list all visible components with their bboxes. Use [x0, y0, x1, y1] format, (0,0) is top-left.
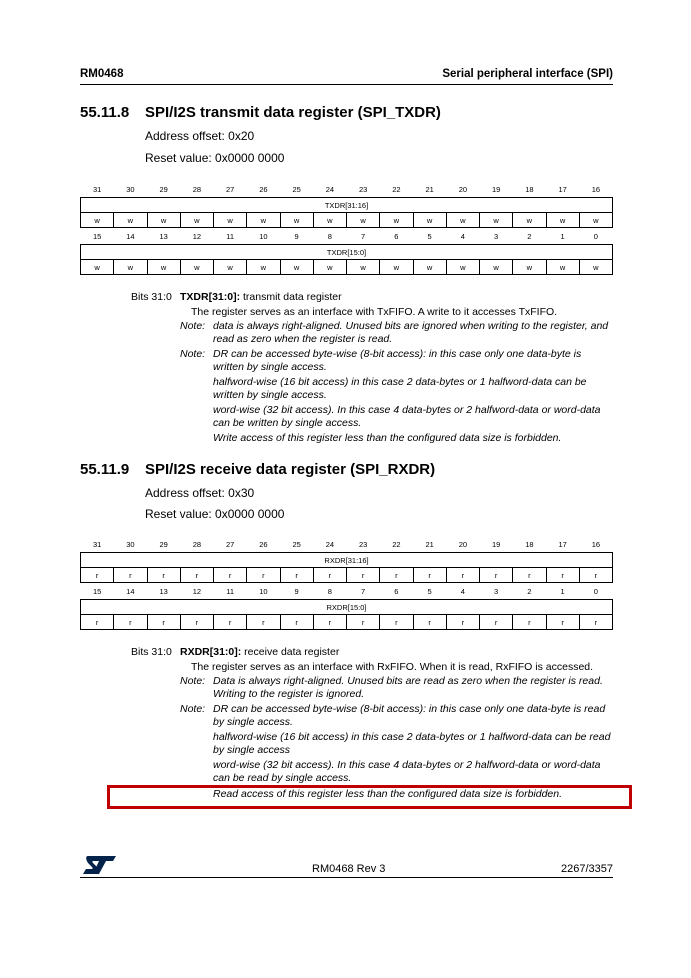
bit-number: 18 [525, 539, 534, 549]
txdr-note2-word: word-wise (32 bit access). In this case 4 data-bytes or 2 halfword-data or word-data can be written by single access. [213, 404, 601, 429]
bit-access: r [546, 615, 579, 630]
bit-number: 20 [458, 184, 468, 194]
txdr-note1-label: Note: [180, 320, 206, 332]
bit-access: r [214, 568, 247, 583]
bit-number: 14 [126, 231, 135, 241]
bit-access: w [180, 260, 213, 275]
bit-number: 19 [491, 184, 501, 194]
highlight-box [107, 785, 632, 809]
txdr-field-desc: transmit data register [240, 291, 342, 303]
bit-access: w [380, 213, 413, 228]
txdr-field-name: TXDR[31:0]: [180, 291, 241, 303]
bit-access: w [147, 213, 180, 228]
rxdr-bitnum-high [81, 536, 613, 553]
bit-access: r [214, 615, 247, 630]
rxdr-field-line [180, 646, 339, 659]
bit-number: 13 [159, 586, 168, 596]
bit-number: 9 [294, 231, 299, 241]
bit-number: 25 [292, 184, 301, 194]
bit-access: w [579, 213, 612, 228]
bit-number: 20 [458, 539, 468, 549]
bit-access: w [114, 213, 147, 228]
bit-access: w [480, 213, 513, 228]
bit-access: w [579, 260, 612, 275]
txdr-note2-halfword: halfword-wise (16 bit access) in this case 2 data-bytes or 1 halfword-data can be written by single access. [213, 376, 587, 401]
txdr-note1: data is always right-aligned. Unused bits are ignored when writing to the register, and read as zero when the register is read. [213, 320, 609, 345]
rxdr-field-high: RXDR[31:16] [81, 553, 613, 568]
txdr-bits-label: Bits 31:0 [131, 291, 172, 303]
bit-number: 8 [327, 231, 332, 241]
bit-access: w [81, 260, 114, 275]
bit-number: 13 [159, 231, 168, 241]
bit-number: 14 [126, 586, 135, 596]
bit-number: 24 [325, 539, 335, 549]
bit-access: r [513, 615, 546, 630]
bit-access: r [579, 615, 612, 630]
bit-number: 11 [226, 231, 235, 241]
bit-number: 7 [361, 586, 366, 596]
bit-number: 2 [527, 586, 532, 596]
txdr-section-number: 55.11.8 [80, 104, 130, 121]
bit-access: w [214, 213, 247, 228]
bit-access: r [347, 568, 380, 583]
bit-access: r [413, 568, 446, 583]
bit-access: r [114, 615, 147, 630]
bit-number: 29 [159, 539, 168, 549]
bit-number: 7 [361, 231, 366, 241]
bit-number: 15 [92, 586, 102, 596]
bit-number: 11 [226, 586, 235, 596]
bit-number: 16 [591, 184, 601, 194]
bit-access: r [180, 568, 213, 583]
bit-number: 3 [494, 586, 499, 596]
bit-access: r [513, 568, 546, 583]
bit-access: r [413, 615, 446, 630]
bit-number: 15 [92, 231, 102, 241]
bit-number: 1 [560, 586, 565, 596]
txdr-address-offset: Address offset: 0x20 [145, 129, 255, 143]
rxdr-field-name: RXDR[31:0]: [180, 646, 242, 658]
bit-number: 25 [292, 539, 301, 549]
footer-rule [80, 877, 613, 878]
rxdr-section-number: 55.11.9 [80, 461, 130, 478]
txdr-access-high [81, 213, 613, 228]
bit-number: 12 [192, 586, 202, 596]
bit-access: w [380, 260, 413, 275]
rxdr-field-low: RXDR[15:0] [81, 600, 613, 615]
bit-number: 27 [225, 539, 235, 549]
rxdr-reset-value: Reset value: 0x0000 0000 [145, 507, 285, 521]
bit-number: 21 [425, 184, 434, 194]
bit-access: w [347, 213, 380, 228]
txdr-bitnum-high [81, 181, 613, 198]
bit-access: r [247, 615, 280, 630]
bit-access: r [280, 615, 313, 630]
bit-access: w [147, 260, 180, 275]
bit-access: r [247, 568, 280, 583]
bit-number: 0 [593, 231, 598, 241]
bit-number: 30 [126, 539, 135, 549]
bit-number: 18 [525, 184, 534, 194]
bit-number: 24 [325, 184, 335, 194]
bit-access: r [480, 568, 513, 583]
bit-number: 17 [558, 184, 567, 194]
bit-number: 2 [527, 231, 532, 241]
bit-number: 26 [259, 184, 268, 194]
txdr-access-low [81, 260, 613, 275]
bit-access: r [147, 568, 180, 583]
bit-access: r [313, 615, 346, 630]
bit-access: w [280, 260, 313, 275]
bit-number: 10 [259, 231, 268, 241]
bit-access: w [180, 213, 213, 228]
bit-number: 23 [358, 539, 368, 549]
rxdr-section-title: SPI/I2S receive data register (SPI_RXDR) [145, 461, 436, 478]
bit-access: w [81, 213, 114, 228]
rxdr-bitnum-low [81, 583, 613, 600]
txdr-field-line [180, 291, 342, 304]
bit-access: r [480, 615, 513, 630]
bit-access: w [446, 260, 479, 275]
bit-access: w [513, 213, 546, 228]
txdr-reset-value: Reset value: 0x0000 0000 [145, 151, 285, 165]
bit-number: 27 [225, 184, 235, 194]
bit-access: r [81, 568, 114, 583]
rxdr-note2: DR can be accessed byte-wise (8-bit access): in this case only one data-byte is read by single access. [213, 703, 606, 728]
bit-access: w [214, 260, 247, 275]
bit-number: 21 [425, 539, 434, 549]
txdr-note2: DR can be accessed byte-wise (8-bit access): in this case only one data-byte is written by single access. [213, 348, 582, 373]
txdr-note2-forbidden: Write access of this register less than the configured data size is forbidden. [213, 432, 562, 444]
bit-number: 31 [92, 539, 102, 549]
txdr-field-high: TXDR[31:16] [81, 198, 613, 213]
bit-number: 0 [593, 586, 598, 596]
bit-access: r [446, 615, 479, 630]
bit-number: 3 [494, 231, 499, 241]
rxdr-note2-word: word-wise (32 bit access). In this case 4 data-bytes or 2 halfword-data or word-data can be read by single access. [213, 759, 601, 784]
bit-access: w [480, 260, 513, 275]
bit-access: r [446, 568, 479, 583]
bit-number: 28 [192, 539, 202, 549]
rxdr-note2-forbidden: Read access of this register less than the configured data size is forbidden. [213, 788, 563, 800]
txdr-note2-label: Note: [180, 348, 206, 360]
doc-id: RM0468 [80, 68, 124, 80]
bit-access: w [247, 260, 280, 275]
txdr-section-title: SPI/I2S transmit data register (SPI_TXDR) [145, 104, 441, 121]
bit-number: 16 [591, 539, 601, 549]
bit-access: w [247, 213, 280, 228]
bit-number: 22 [392, 539, 401, 549]
bit-access: w [546, 260, 579, 275]
rxdr-address-offset: Address offset: 0x30 [145, 486, 255, 500]
bit-access: r [81, 615, 114, 630]
bit-access: r [546, 568, 579, 583]
bit-number: 5 [427, 586, 432, 596]
chapter-title: Serial peripheral interface (SPI) [442, 68, 613, 80]
bit-access: r [114, 568, 147, 583]
rxdr-note1: Data is always right-aligned. Unused bits are read as zero when the register is read. Writing to the register is ignored. [213, 675, 603, 700]
bit-access: w [313, 213, 346, 228]
rxdr-note1-label: Note: [180, 675, 206, 687]
footer-doc-revision: RM0468 Rev 3 [312, 863, 386, 875]
bit-access: r [380, 615, 413, 630]
bit-access: w [114, 260, 147, 275]
bit-number: 26 [259, 539, 268, 549]
bit-access: w [446, 213, 479, 228]
bit-access: w [513, 260, 546, 275]
rxdr-access-low [81, 615, 613, 630]
header-rule [80, 84, 613, 85]
bit-access: w [546, 213, 579, 228]
bit-access: w [413, 213, 446, 228]
bit-access: r [147, 615, 180, 630]
bit-number: 31 [92, 184, 102, 194]
bit-number: 12 [192, 231, 202, 241]
txdr-field-low: TXDR[15:0] [81, 245, 613, 260]
footer-page-number: 2267/3357 [561, 863, 613, 875]
bit-number: 28 [192, 184, 202, 194]
bit-access: r [347, 615, 380, 630]
bit-number: 29 [159, 184, 168, 194]
bit-number: 5 [427, 231, 432, 241]
bit-number: 4 [460, 231, 465, 241]
bit-number: 1 [560, 231, 565, 241]
bit-number: 8 [327, 586, 332, 596]
bit-number: 23 [358, 184, 368, 194]
rxdr-note2-label: Note: [180, 703, 206, 715]
bit-access: w [313, 260, 346, 275]
bit-access: w [280, 213, 313, 228]
rxdr-register-table [80, 536, 613, 630]
txdr-register-table [80, 181, 613, 275]
bit-access: r [579, 568, 612, 583]
bit-access: w [347, 260, 380, 275]
rxdr-description: The register serves as an interface with RxFIFO. When it is read, RxFIFO is accessed. [191, 661, 594, 673]
bit-number: 17 [558, 539, 567, 549]
bit-access: r [180, 615, 213, 630]
bit-number: 6 [394, 586, 399, 596]
rxdr-access-high [81, 568, 613, 583]
bit-number: 30 [126, 184, 135, 194]
txdr-description: The register serves as an interface with TxFIFO. A write to it accesses TxFIFO. [191, 306, 558, 318]
bit-number: 4 [460, 586, 465, 596]
rxdr-field-desc: receive data register [241, 646, 340, 658]
bit-number: 10 [259, 586, 268, 596]
bit-number: 9 [294, 586, 299, 596]
rxdr-note2-halfword: halfword-wise (16 bit access) in this case 2 data-bytes or 1 halfword-data can be read by single access [213, 731, 611, 756]
bit-access: r [280, 568, 313, 583]
txdr-bitnum-low [81, 228, 613, 245]
st-logo-icon [82, 855, 118, 875]
bit-number: 22 [392, 184, 401, 194]
bit-number: 6 [394, 231, 399, 241]
bit-access: r [313, 568, 346, 583]
bit-number: 19 [491, 539, 501, 549]
bit-access: r [380, 568, 413, 583]
rxdr-bits-label: Bits 31:0 [131, 646, 172, 658]
bit-access: w [413, 260, 446, 275]
